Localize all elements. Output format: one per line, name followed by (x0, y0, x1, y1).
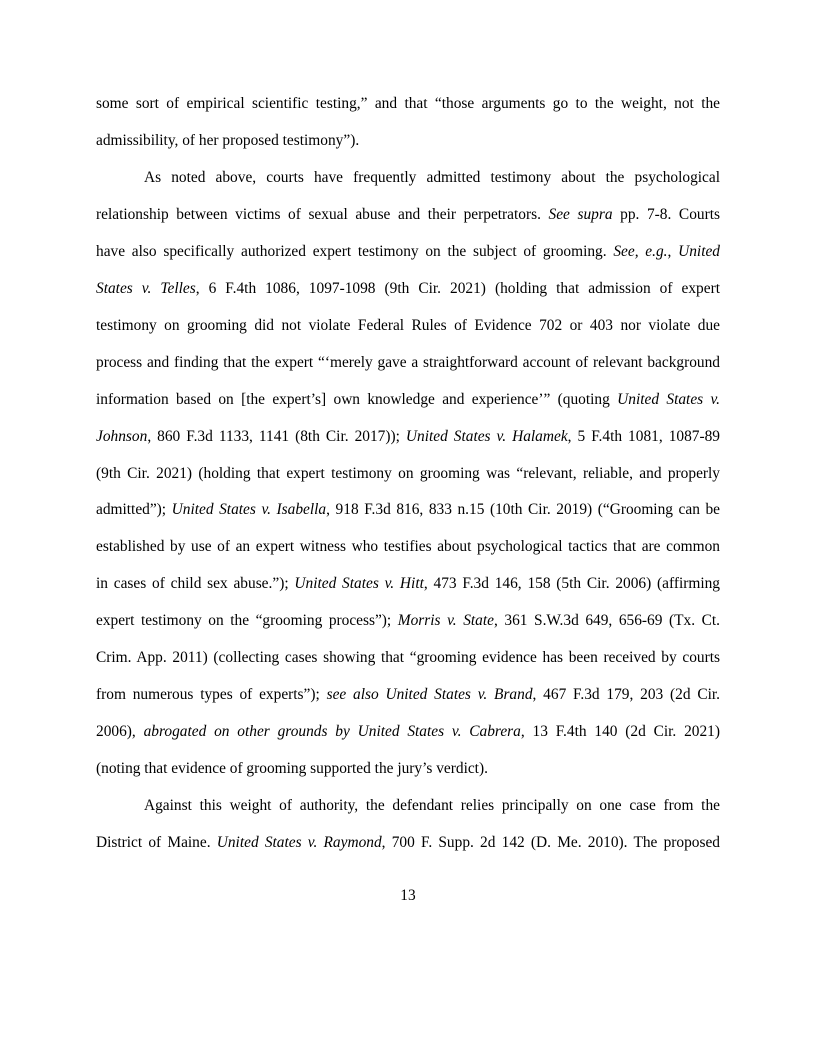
text-line (96, 205, 720, 225)
text-run: District of Maine. (96, 834, 217, 851)
text-run: , 5 F.4th 1081, 1087-89 (567, 427, 720, 445)
text-run: , 13 F.4th 140 (2d Cir. 2021) (520, 723, 720, 741)
text-line (96, 390, 720, 410)
citation-italic: see also United States v. Brand (326, 686, 533, 704)
text-line (144, 168, 720, 188)
text-run: admissibility, of her proposed testimony”). (96, 131, 360, 149)
text-line (96, 759, 720, 779)
text-run: (noting that evidence of grooming supported the jury’s verdict). (96, 760, 488, 778)
text-line (96, 464, 720, 484)
text-run: , 467 F.3d 179, 203 (2d Cir. (532, 686, 720, 704)
citation-italic: Morris v. State (397, 612, 494, 630)
page-number: 13 (400, 887, 416, 904)
text-run: from numerous types of experts”); (96, 686, 327, 704)
text-run: (9th Cir. 2021) (holding that expert testimony on grooming was “relevant, reliable, and properly (96, 464, 720, 482)
text-line (96, 500, 720, 520)
text-line (96, 537, 720, 557)
text-run: some sort of empirical scientific testing,” and that “those arguments go to the weight, not the (96, 95, 720, 112)
text-run: established by use of an expert witness who testifies about psychological tactics that are common (96, 538, 720, 556)
text-run: Crim. App. 2011) (collecting cases showing that “grooming evidence has been received by courts (96, 649, 720, 667)
text-line (96, 353, 720, 373)
text-run: As noted above, courts have frequently admitted testimony about the psychological (144, 168, 720, 186)
text-line (144, 796, 720, 816)
text-line (96, 833, 720, 853)
text-line (96, 279, 720, 299)
citation-italic: United States v. (617, 390, 720, 408)
text-line (96, 611, 720, 631)
text-run: , 860 F.3d 1133, 1141 (8th Cir. 2017)); (147, 427, 406, 445)
citation-italic: States v. Telles (96, 279, 196, 297)
text-run: information based on [the expert’s] own knowledge and experience’” (quoting (96, 390, 618, 408)
text-run: process and finding that the expert “‘merely gave a straightforward account of relevant background (96, 353, 720, 371)
citation-italic: Johnson (96, 427, 148, 445)
text-line (96, 722, 720, 742)
text-run: , 918 F.3d 816, 833 n.15 (10th Cir. 2019) (“Grooming can be (326, 501, 720, 519)
text-run: in cases of child sex abuse.”); (96, 575, 295, 593)
citation-italic: United States v. Isabella (171, 501, 327, 519)
text-run: expert testimony on the “grooming process”); (96, 612, 398, 630)
text-run: , (667, 242, 679, 260)
text-run: , 6 F.4th 1086, 1097-1098 (9th Cir. 2021) (holding that admission of expert (195, 279, 720, 297)
citation-italic: United States v. Halamek (405, 427, 568, 445)
citation-italic: United States v. Raymond (216, 834, 382, 851)
text-line (96, 131, 720, 151)
text-run: relationship between victims of sexual abuse and their perpetrators. (96, 205, 549, 223)
text-line (96, 574, 720, 594)
text-run: admitted”); (96, 501, 172, 519)
text-line (96, 427, 720, 447)
citation-italic: United States v. Hitt (294, 575, 424, 593)
text-run: Against this weight of authority, the defendant relies principally on one case from the (144, 797, 720, 815)
citation-italic: United (678, 242, 720, 260)
text-line (96, 94, 720, 114)
text-run: , 700 F. Supp. 2d 142 (D. Me. 2010). The proposed (381, 834, 720, 851)
text-run: , 361 S.W.3d 649, 656-69 (Tx. Ct. (493, 612, 720, 630)
text-run: pp. 7-8. Courts (612, 205, 720, 223)
text-run: testimony on grooming did not violate Federal Rules of Evidence 702 or 403 nor violate due (96, 316, 720, 334)
text-line (96, 685, 720, 705)
text-line (96, 242, 720, 262)
citation-italic: See supra (548, 205, 613, 223)
citation-italic: abrogated on other grounds by United States v. Cabrera (143, 723, 521, 741)
text-run: , 473 F.3d 146, 158 (5th Cir. 2006) (affirming (423, 575, 720, 593)
text-line (96, 648, 720, 668)
text-run: 2006), (96, 723, 144, 741)
text-run: have also specifically authorized expert testimony on the subject of grooming. (96, 242, 614, 260)
citation-italic: See, e.g. (613, 242, 668, 260)
text-line (96, 316, 720, 336)
